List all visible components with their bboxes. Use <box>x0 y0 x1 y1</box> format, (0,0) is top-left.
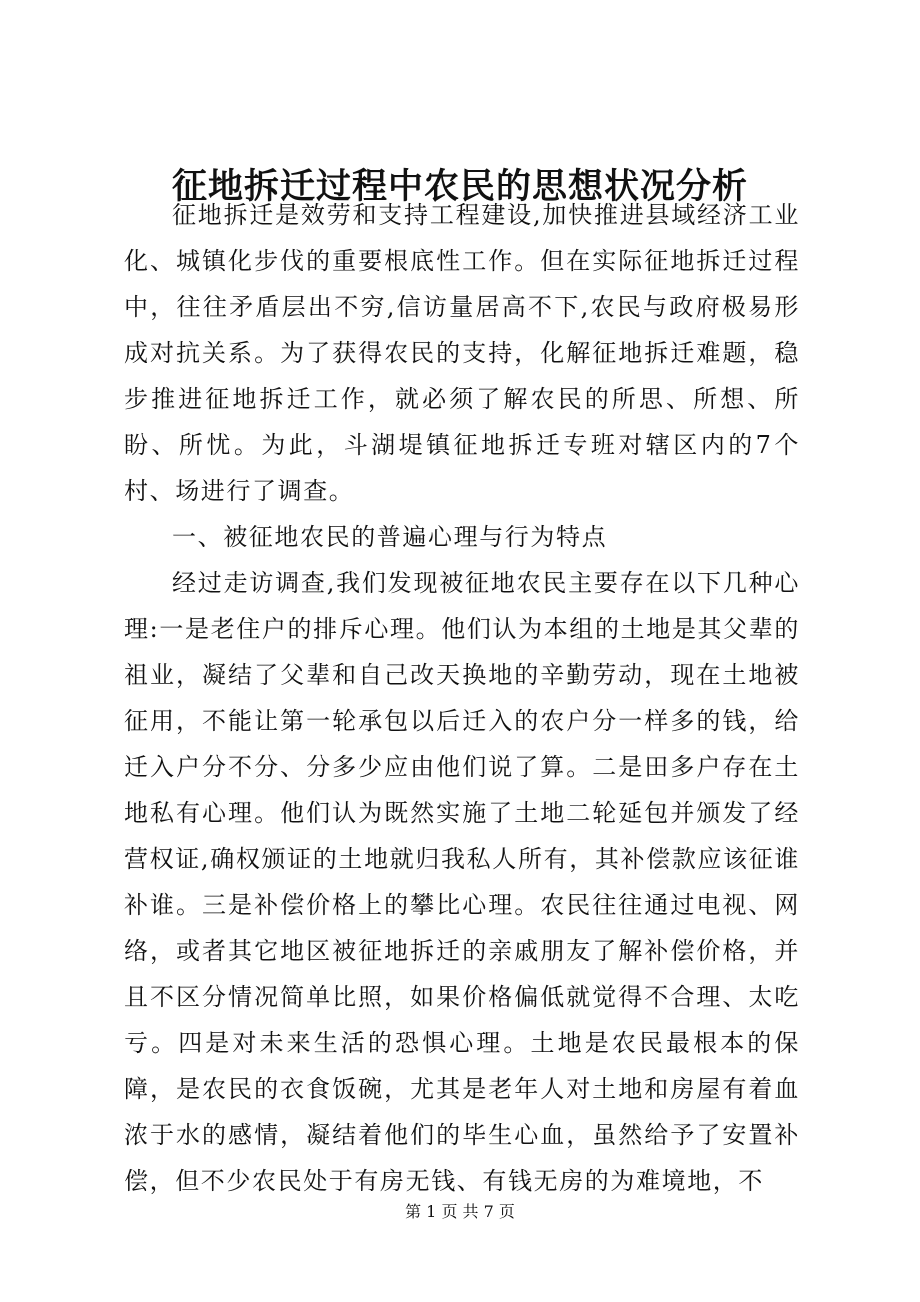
page-footer: 第 1 页 共 7 页 <box>405 1202 515 1221</box>
paragraph-psychology: 经过走访调查,我们发现被征地农民主要存在以下几种心理:一是老住户的排斥心理。他们认为本组的土地是其父辈的祖业，凝结了父辈和自己改天换地的辛勤劳动，现在土地被征用，不能让第一轮承包以后迁入的农户分一样多的钱，给迁入户分不分、分多少应由他们说了算。二是田多户存在土地私有心理。他们认为既然实施了土地二轮延包并颁发了经营权证,确权颁证的土地就归我私人所有，其补偿款应该征谁补谁。三是补偿价格上的攀比心理。农民往往通过电视、网络，或者其它地区被征地拆迁的亲戚朋友了解补偿价格，并且不区分情况简单比照，如果价格偏低就觉得不合理、太吃亏。四是对未来生活的恐惧心理。土地是农民最根本的保障，是农民的衣食饭碗，尤其是老年人对土地和房屋有着血浓于水的感情，凝结着他们的毕生心血，虽然给予了安置补偿，但不少农民处于有房无钱、有钱无房的为难境地，不 <box>124 569 800 1195</box>
document-body <box>124 192 800 1204</box>
section-heading: 一、被征地农民的普遍心理与行为特点 <box>172 523 608 551</box>
document-title: 征地拆迁过程中农民的思想状况分析 <box>171 166 748 207</box>
paragraph-intro: 征地拆迁是效劳和支持工程建设,加快推进县域经济工业化、城镇化步伐的重要根底性工作。但在实际征地拆迁过程中，往往矛盾层出不穷,信访量居高不下,农民与政府极易形成对抗关系。为了获得农民的支持，化解征地拆迁难题，稳步推进征地拆迁工作，就必须了解农民的所思、所想、所盼、所忧。为此，斗湖堤镇征地拆迁专班对辖区内的7个村、场进行了调查。 <box>124 201 800 505</box>
